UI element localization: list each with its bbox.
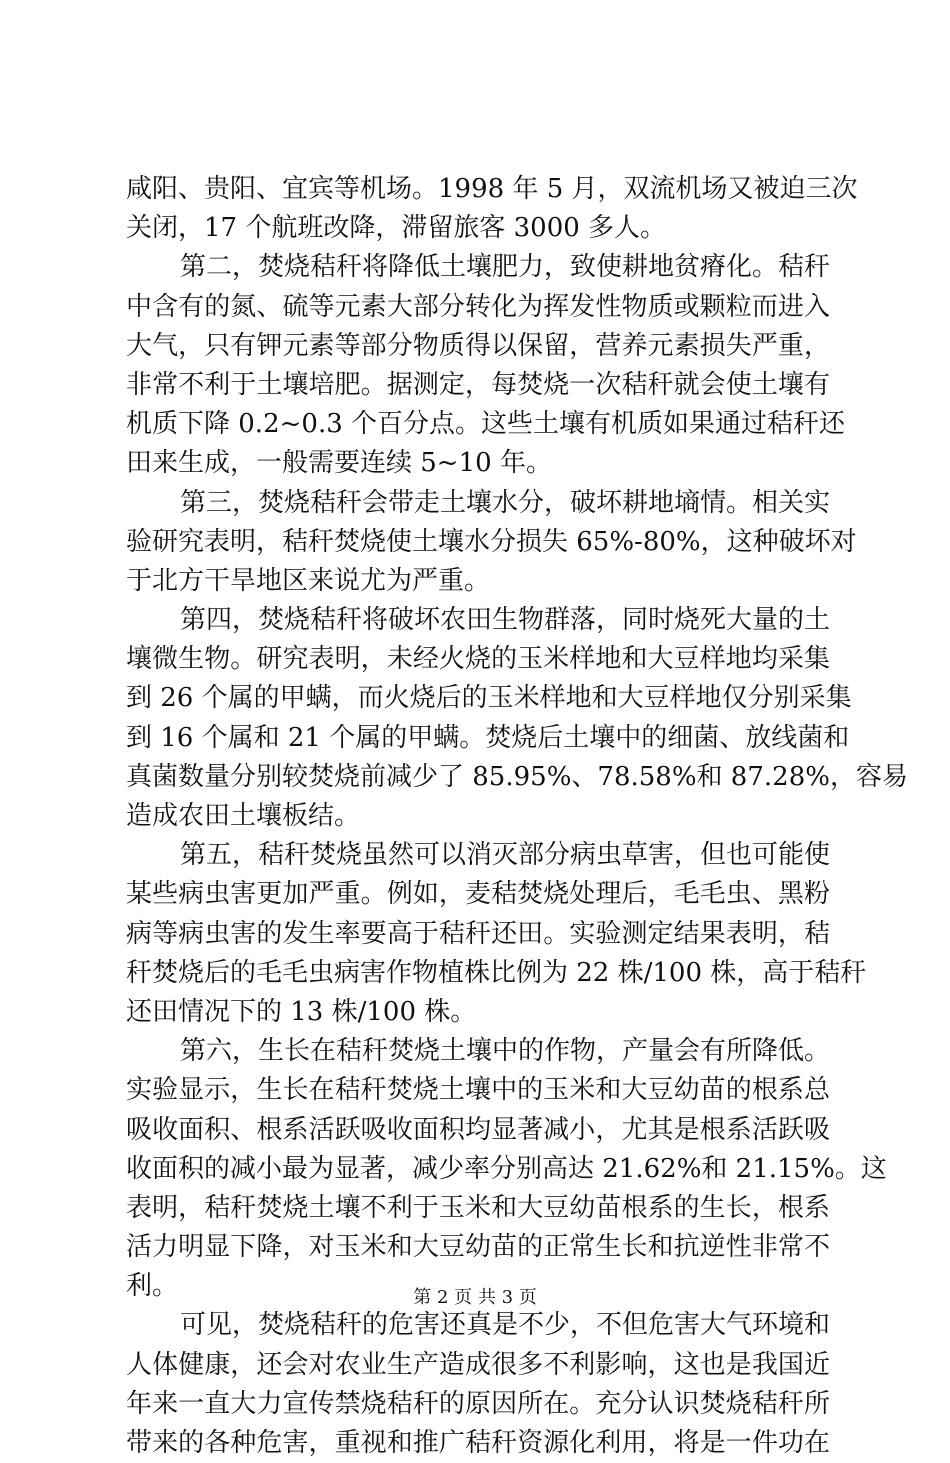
page-footer <box>0 1286 950 1310</box>
text-line: 带来的各种危害，重视和推广秸秆资源化利用，将是一件功在 <box>126 1428 830 1458</box>
paragraph-second <box>126 248 846 483</box>
paragraph-sixth <box>126 1032 887 1306</box>
text-line: 大气，只有钾元素等部分物质得以保留，营养元素损失严重， <box>126 330 830 361</box>
document-body <box>126 170 908 1463</box>
text-line: 吸收面积、根系活跃吸收面积均显著减小，尤其是根系活跃吸 <box>126 1114 830 1145</box>
text-line: 非常不利于土壤培肥。据测定，每焚烧一次秸秆就会使土壤有 <box>126 369 830 400</box>
text-line: 造成农田土壤板结。 <box>126 801 361 831</box>
text-line: 机质下降 0.2~0.3 个百分点。这些土壤有机质如果通过秸秆还 <box>126 409 846 440</box>
text-line: 还田情况下的 13 株/100 株。 <box>126 996 477 1027</box>
text-line: 真菌数量分别较焚烧前减少了 85.95%、78.58%和 87.28%，容易 <box>126 761 908 792</box>
text-line: 秆焚烧后的毛毛虫病害作物植株比例为 22 株/100 株，高于秸秆 <box>126 957 867 988</box>
text-line: 某些病虫害更加严重。例如，麦秸焚烧处理后，毛毛虫、黑粉 <box>126 879 830 910</box>
text-line: 中含有的氮、硫等元素大部分转化为挥发性物质或颗粒而进入 <box>126 291 830 322</box>
text-line: 到 16 个属和 21 个属的甲螨。焚烧后土壤中的细菌、放线菌和 <box>126 722 850 753</box>
text-line: 年来一直大力宣传禁烧秸秆的原因所在。充分认识焚烧秸秆所 <box>126 1388 830 1419</box>
text-line: 验研究表明，秸秆焚烧使土壤水分损失 65%-80%，这种破坏对 <box>126 526 857 557</box>
paragraph-fifth <box>126 836 867 1032</box>
text-line: 壤微生物。研究表明，未经火烧的玉米样地和大豆样地均采集 <box>126 644 830 675</box>
text-line: 表明，秸秆焚烧土壤不利于玉米和大豆幼苗根系的生长，根系 <box>126 1192 830 1223</box>
text-line: 第四，焚烧秸秆将破坏农田生物群落，同时烧死大量的土 <box>180 605 831 636</box>
text-line: 到 26 个属的甲螨，而火烧后的玉米样地和大豆样地仅分别采集 <box>126 683 852 714</box>
text-line: 利。 <box>126 1271 179 1302</box>
paragraph-conclusion <box>126 1306 830 1463</box>
text-line: 人体健康，还会对农业生产造成很多不利影响，这也是我国近 <box>126 1349 830 1380</box>
paragraph-fourth <box>126 601 908 836</box>
text-line: 第二，焚烧秸秆将降低土壤肥力，致使耕地贫瘠化。秸秆 <box>180 252 831 283</box>
text-line: 可见，焚烧秸秆的危害还真是不少，不但危害大气环境和 <box>180 1310 831 1341</box>
text-line: 实验显示，生长在秸秆焚烧土壤中的玉米和大豆幼苗的根系总 <box>126 1075 830 1106</box>
text-line: 收面积的减小最为显著，减少率分别高达 21.62%和 21.15%。这 <box>126 1153 887 1184</box>
text-line: 田来生成，一般需要连续 5~10 年。 <box>126 448 552 479</box>
text-line: 活力明显下降，对玉米和大豆幼苗的正常生长和抗逆性非常不 <box>126 1232 830 1263</box>
text-line: 第五，秸秆焚烧虽然可以消灭部分病虫草害，但也可能使 <box>180 840 831 871</box>
text-line: 第三，焚烧秸秆会带走土壤水分，破坏耕地墒情。相关实 <box>180 487 831 518</box>
page-number-label: 第 2 页 共 3 页 <box>413 1287 537 1308</box>
text-line: 病等病虫害的发生率要高于秸秆还田。实验测定结果表明，秸 <box>126 918 830 949</box>
text-line: 于北方干旱地区来说尤为严重。 <box>126 565 491 596</box>
paragraph-continued <box>126 170 858 248</box>
text-line: 关闭，17 个航班改降，滞留旅客 3000 多人。 <box>126 213 667 244</box>
text-line: 咸阳、贵阳、宜宾等机场。1998 年 5 月，双流机场又被迫三次 <box>126 174 858 204</box>
text-line: 第六，生长在秸秆焚烧土壤中的作物，产量会有所降低。 <box>180 1036 831 1067</box>
paragraph-third <box>126 484 857 602</box>
